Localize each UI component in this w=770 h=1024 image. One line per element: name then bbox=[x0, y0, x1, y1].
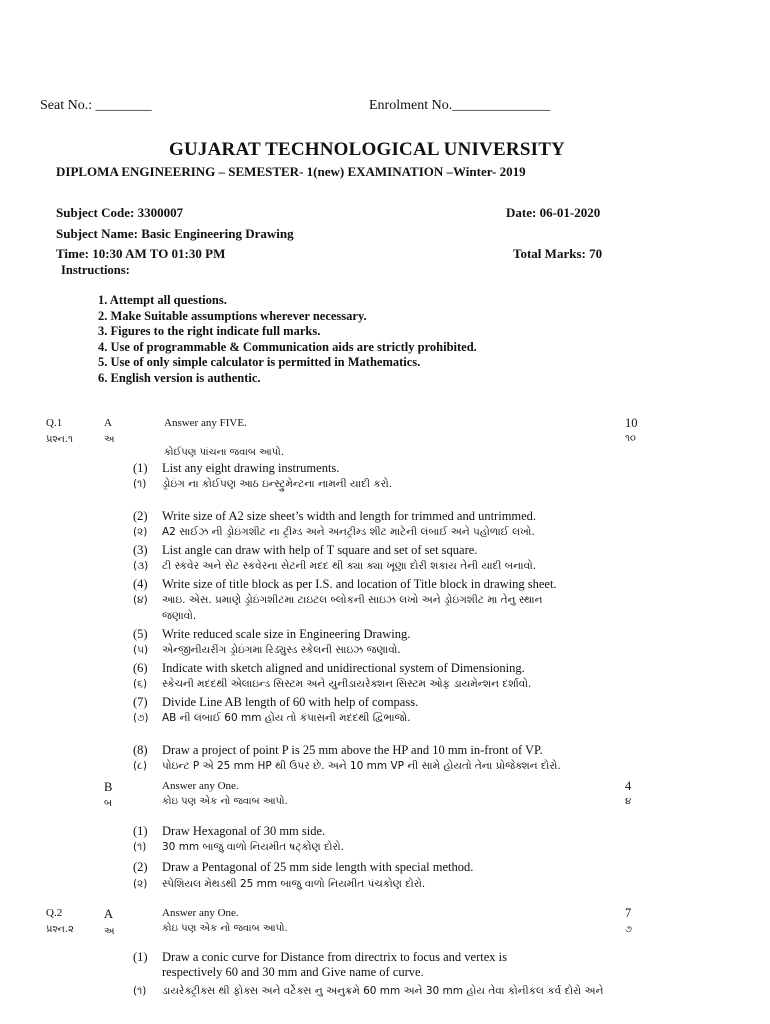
item-text: Write size of A2 size sheet’s width and length for trimmed and untrimmed. bbox=[162, 509, 537, 523]
item-text-gu: આઇ. એસ. પ્રમાણે ડ્રોઇંગશીટમા ટાઇટલ બ્લોકની સાઇઝ લખો અને ડ્રોઇંગશીટ મા તેનુ સ્થાન bbox=[162, 594, 543, 606]
item-text-gu: જણાવો. bbox=[162, 610, 197, 622]
item-text-gu: પોઇન્ટ P એ 25 mm HP થી ઉપર છે. અને 10 mm VP ની સામે હોયતો તેના પ્રોજેક્શન દોરો. bbox=[162, 760, 561, 772]
item-number: (6) bbox=[133, 661, 148, 675]
question-number-gu: પ્રશ્ન.૨ bbox=[46, 924, 74, 935]
exam-date: Date: 06-01-2020 bbox=[506, 205, 601, 220]
item-number: (3) bbox=[133, 543, 148, 557]
question-number: Q.1 bbox=[46, 417, 63, 429]
item-text-gu: સ્કેચની મદદથી એલાઇન્ડ સિસ્ટમ અને યુનીડાયરેક્શન સિસ્ટમ ઓફ ડાયમેન્શન દર્શાવો. bbox=[162, 678, 532, 690]
item-number: (2) bbox=[133, 509, 148, 523]
item-text-gu: ડ્રોઇંગ ના કોઈપણ આઠ ઇન્સ્ટ્રુમેન્ટના નામની યાદી કરો. bbox=[162, 478, 393, 490]
item-number: (1) bbox=[133, 824, 148, 838]
section-heading-gu: કોઈપણ પાંચના જવાબ આપો. bbox=[164, 447, 284, 458]
exam-time: Time: 10:30 AM TO 01:30 PM bbox=[56, 246, 226, 261]
item-text-gu: A2 સાઈઝ ની ડ્રોઇંગશીટ ના ટ્રીમ્ડ અને અનટ્રીમ્ડ શીટ માટેની લંબાઈ અને પહોળાઈ લખો. bbox=[162, 526, 535, 538]
section-label: A bbox=[104, 417, 112, 429]
section-label: A bbox=[104, 907, 114, 921]
item-number: (2) bbox=[133, 860, 148, 874]
item-text: List any eight drawing instruments. bbox=[162, 461, 340, 475]
marks-gu: ૧૦ bbox=[625, 433, 636, 444]
item-number-gu: (૧) bbox=[133, 985, 147, 997]
total-marks: Total Marks: 70 bbox=[513, 246, 603, 261]
enrolment-no: Enrolment No.______________ bbox=[369, 98, 551, 113]
item-text: Draw a Pentagonal of 25 mm side length with special method. bbox=[162, 860, 474, 874]
instruction-item: 3. Figures to the right indicate full marks. bbox=[98, 324, 321, 338]
item-number-gu: (૧) bbox=[133, 478, 147, 490]
item-text-gu: AB ની લંબાઈ 60 mm હોય તો કંપાસની મદદથી દ્વિભાજો. bbox=[162, 712, 411, 724]
item-number-gu: (૬) bbox=[133, 678, 148, 690]
item-text: respectively 60 and 30 mm and Give name of curve. bbox=[162, 965, 424, 979]
section-heading: Answer any FIVE. bbox=[164, 417, 247, 429]
item-text: Write size of title block as per I.S. and location of Title block in drawing sheet. bbox=[162, 577, 557, 591]
instruction-item: 2. Make Suitable assumptions wherever necessary. bbox=[98, 309, 367, 323]
marks: 7 bbox=[625, 906, 632, 920]
item-number-gu: (૭) bbox=[133, 712, 149, 724]
subject-name: Subject Name: Basic Engineering Drawing bbox=[56, 226, 294, 241]
item-number: (8) bbox=[133, 743, 148, 757]
seat-no: Seat No.: ________ bbox=[40, 98, 152, 113]
university-name: GUJARAT TECHNOLOGICAL UNIVERSITY bbox=[169, 139, 565, 160]
exam-title: DIPLOMA ENGINEERING – SEMESTER- 1(new) EXAMINATION –Winter- 2019 bbox=[56, 164, 526, 179]
section-label-gu: અ bbox=[104, 926, 115, 937]
marks: 10 bbox=[625, 416, 638, 430]
instructions-label: Instructions: bbox=[61, 263, 130, 277]
item-text: Draw a project of point P is 25 mm above the HP and 10 mm in-front of VP. bbox=[162, 743, 543, 757]
item-text: Draw Hexagonal of 30 mm side. bbox=[162, 824, 326, 838]
item-text: List angle can draw with help of T square and set of set square. bbox=[162, 543, 478, 557]
section-label: B bbox=[104, 780, 113, 794]
item-number: (4) bbox=[133, 577, 148, 591]
section-heading-gu: કોઇ પણ એક નો જવાબ આપો. bbox=[162, 923, 288, 934]
item-text: Write reduced scale size in Engineering Drawing. bbox=[162, 627, 411, 641]
item-number-gu: (૧) bbox=[133, 841, 147, 853]
section-label-gu: બ bbox=[104, 798, 113, 809]
item-text: Divide Line AB length of 60 with help of compass. bbox=[162, 695, 419, 709]
marks-gu: ૪ bbox=[625, 796, 632, 807]
instruction-item: 4. Use of programmable & Communication aids are strictly prohibited. bbox=[98, 340, 477, 354]
item-text: Draw a conic curve for Distance from directrix to focus and vertex is bbox=[162, 950, 508, 964]
item-number-gu: (૮) bbox=[133, 760, 147, 772]
instruction-item: 5. Use of only simple calculator is permitted in Mathematics. bbox=[98, 355, 421, 369]
item-number: (1) bbox=[133, 461, 148, 475]
item-text: Indicate with sketch aligned and unidirectional system of Dimensioning. bbox=[162, 661, 525, 675]
instruction-item: 1. Attempt all questions. bbox=[98, 293, 227, 307]
marks: 4 bbox=[625, 779, 632, 793]
item-number-gu: (૨) bbox=[133, 878, 148, 890]
section-label-gu: અ bbox=[104, 434, 115, 445]
section-heading-gu: કોઇ પણ એક નો જવાબ આપો. bbox=[162, 796, 288, 807]
item-number-gu: (૫) bbox=[133, 644, 149, 656]
item-number: (7) bbox=[133, 695, 148, 709]
item-number-gu: (૪) bbox=[133, 594, 148, 606]
section-heading: Answer any One. bbox=[162, 780, 239, 792]
item-text-gu: ડાયરેક્ટ્રીક્સ થી ફોક્સ અને વર્ટેક્સ નુ અનુક્રમે 60 mm અને 30 mm હોય તેવા કોનીકલ કર્વ દોરો અને bbox=[162, 985, 604, 997]
section-heading: Answer any One. bbox=[162, 907, 239, 919]
item-number: (5) bbox=[133, 627, 148, 641]
item-number-gu: (૨) bbox=[133, 526, 148, 538]
instruction-item: 6. English version is authentic. bbox=[98, 371, 261, 385]
question-number-gu: પ્રશ્ન.૧ bbox=[46, 434, 73, 445]
item-text-gu: 30 mm બાજુ વાળો નિયમીત ષટ્કોણ દોરો. bbox=[162, 841, 344, 853]
item-number-gu: (૩) bbox=[133, 560, 149, 572]
subject-code: Subject Code: 3300007 bbox=[56, 205, 184, 220]
item-number: (1) bbox=[133, 950, 148, 964]
item-text-gu: એન્જીનીયરીંગ ડ્રોઇંગમા રિડ્યુસ્ડ સ્કેલની સાઇઝ જણાવો. bbox=[162, 644, 401, 656]
item-text-gu: ટી સ્કવેર અને સેટ સ્કવેરના સેટની મદદ થી ક્યા ક્યા ખૂણા દોરી શકાય તેની યાદી બનાવો. bbox=[162, 560, 537, 572]
question-number: Q.2 bbox=[46, 907, 63, 919]
marks-gu: ૭ bbox=[625, 924, 632, 935]
item-text-gu: સ્પેશિયલ મેથડથી 25 mm બાજુ વાળો નિયમીત પંચકોણ દોરો. bbox=[162, 878, 426, 890]
